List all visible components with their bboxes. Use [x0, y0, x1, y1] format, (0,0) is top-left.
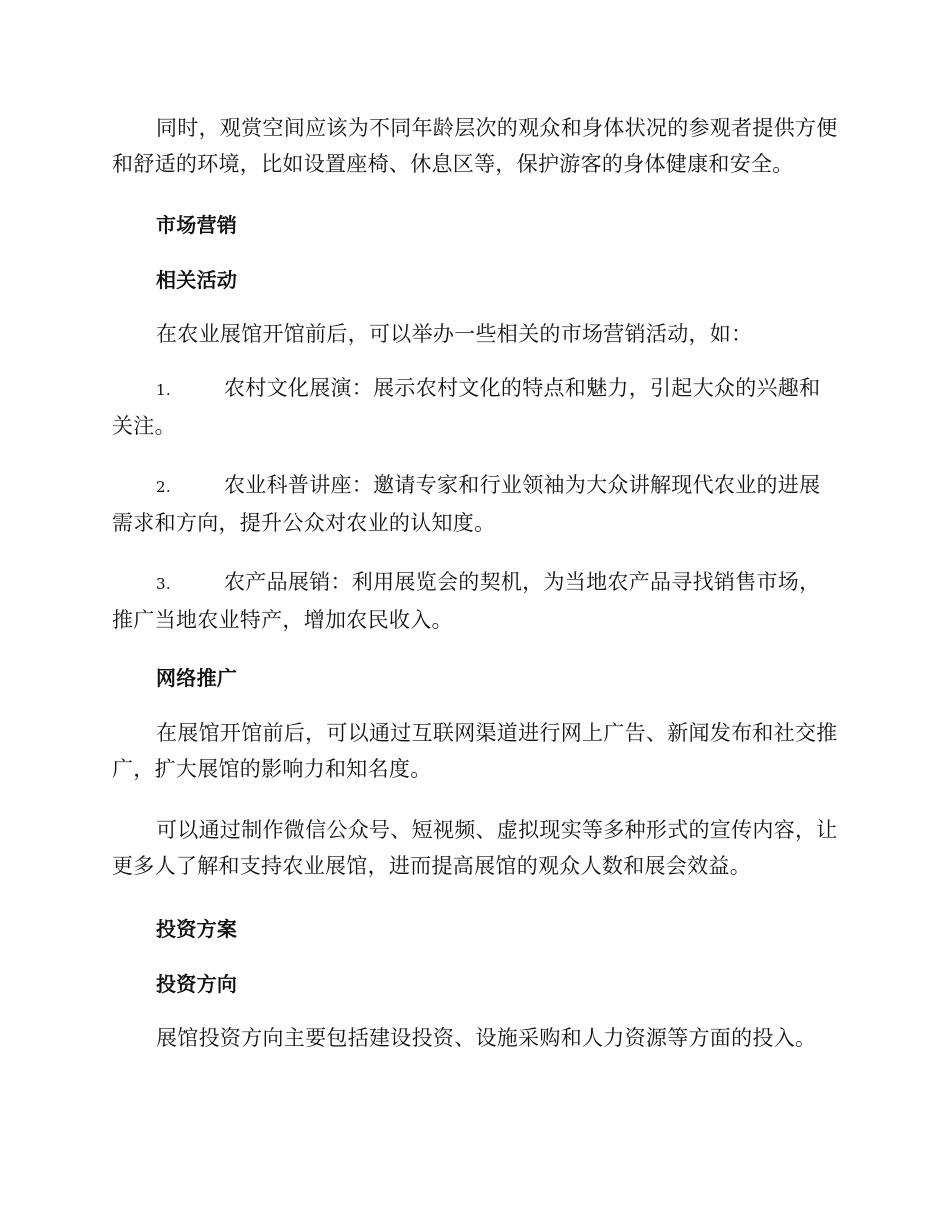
- paragraph-online-1: 在展馆开馆前后，可以通过互联网渠道进行网上广告、新闻发布和社交推广，扩大展馆的影响力和知名度。: [112, 721, 838, 781]
- paragraph-activities-intro: 在农业展馆开馆前后，可以举办一些相关的市场营销活动，如：: [156, 322, 753, 346]
- list-text: 农村文化展演：展示农村文化的特点和魅力，引起大众的兴趣和关注。: [112, 376, 821, 438]
- heading-related-activities: 相关活动: [156, 268, 238, 292]
- heading-marketing: 市场营销: [156, 213, 238, 237]
- list-text: 农业科普讲座：邀请专家和行业领袖为大众讲解现代农业的进展需求和方向，提升公众对农业的认知度。: [112, 473, 821, 535]
- list-number: 2.: [156, 478, 171, 496]
- paragraph-investment-direction: 展馆投资方向主要包括建设投资、设施采购和人力资源等方面的投入。: [156, 1026, 817, 1050]
- list-number: 3.: [156, 575, 171, 593]
- list-text: 农产品展销：利用展览会的契机，为当地农产品寻找销售市场，推广当地农业特产，增加农民收入。: [112, 570, 821, 632]
- heading-investment-plan: 投资方案: [156, 917, 238, 941]
- list-number: 1.: [156, 381, 171, 399]
- list-item-2: [112, 467, 838, 541]
- paragraph-online-2: 可以通过制作微信公众号、短视频、虚拟现实等多种形式的宣传内容，让更多人了解和支持农业展馆，进而提高展馆的观众人数和展会效益。: [112, 818, 838, 878]
- heading-investment-direction: 投资方向: [156, 972, 238, 996]
- list-item-1: [112, 370, 838, 444]
- list-item-3: [112, 564, 838, 638]
- paragraph-viewing-space: 同时，观赏空间应该为不同年龄层次的观众和身体状况的参观者提供方便和舒适的环境，比如设置座椅、休息区等，保护游客的身体健康和安全。: [112, 116, 838, 176]
- heading-online-promotion: 网络推广: [156, 666, 238, 690]
